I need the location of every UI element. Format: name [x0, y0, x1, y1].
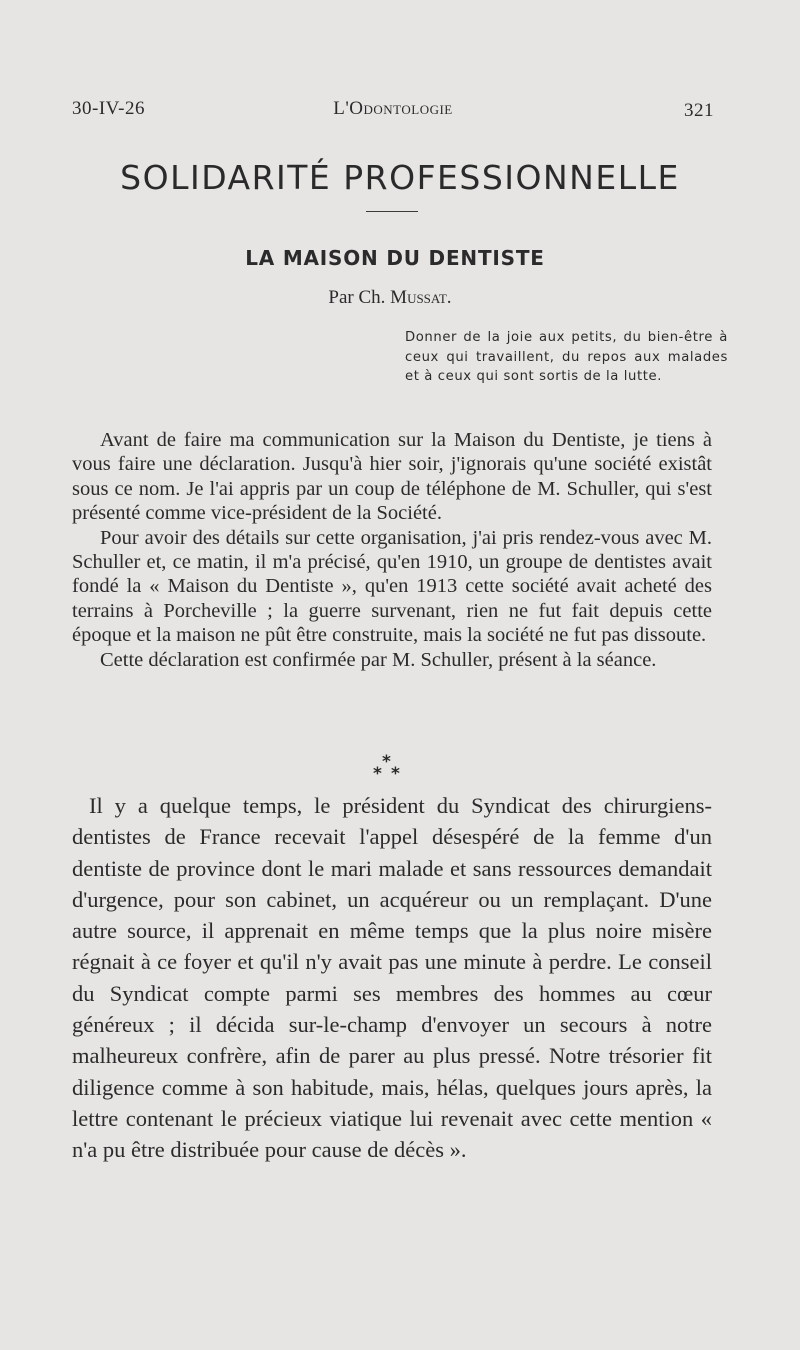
- asterism-separator: [360, 752, 420, 786]
- paragraph: Avant de faire ma communication sur la Maison du Dentiste, je tiens à vous faire une déclaration. Jusqu'à hier soir, j'ignorais qu'une société existât sous ce nom. Je l'ai appris par un coup de téléphone de M. Schuller, qui s'est présenté comme vice-président de la Société.: [72, 429, 712, 525]
- paragraph: Pour avoir des détails sur cette organisation, j'ai pris rendez-vous avec M. Schuller et, ce matin, il m'a précisé, qu'en 1910, un groupe de dentistes avait fondé la « Maison du Dentiste », qu'en 1913 cette société avait acheté des terrains à Porcheville ; la guerre survenant, rien ne fut fait depuis cette époque et la maison ne pût être construite, mais la société ne fut pas dissoute.: [72, 526, 712, 647]
- running-head-date: 30-IV-26: [72, 98, 145, 119]
- byline-author: Mussat.: [390, 287, 452, 308]
- byline: [100, 287, 680, 309]
- running-head-journal: L'Odontologie: [333, 98, 453, 119]
- epigraph: Donner de la joie aux petits, du bien-être à ceux qui travaillent, du repos aux malades et à ceux qui sont sortis de la lutte.: [405, 330, 728, 384]
- page-title: SOLIDARITÉ PROFESSIONNELLE: [120, 158, 680, 197]
- running-head: [72, 98, 714, 128]
- paragraph: Cette déclaration est confirmée par M. Schuller, présent à la séance.: [100, 648, 657, 671]
- asterisk: *: [373, 764, 382, 784]
- asterisk: *: [391, 764, 400, 784]
- page-number: 321: [684, 100, 714, 121]
- main-paragraph: Il y a quelque temps, le président du Syndicat des chirurgiens-dentistes de France recevait l'appel désespéré de la femme d'un dentiste de province dont le mari malade et sans ressources demandait d'urgence, pour son cabinet, un acquéreur ou un remplaçant. D'une autre source, il apprenait en même temps que la plus noire misère régnait à ce foyer et qu'il n'y avait pas une minute à perdre. Le conseil du Syndicat compte parmi ses membres des hommes au cœur généreux ; il décida sur-le-champ d'envoyer un secours à notre malheureux confrère, afin de parer au plus pressé. Notre trésorier fit diligence comme à son habitude, mais, hélas, quelques jours après, la lettre contenant le précieux viatique lui revenait avec cette mention « n'a pu être distribuée pour cause de décès ».: [72, 793, 712, 1163]
- intro-text: [72, 428, 712, 672]
- section-title: LA MAISON DU DENTISTE: [245, 246, 545, 270]
- asterisk: *: [382, 752, 391, 772]
- title-divider: [366, 211, 418, 212]
- byline-prefix: Par Ch.: [328, 287, 386, 308]
